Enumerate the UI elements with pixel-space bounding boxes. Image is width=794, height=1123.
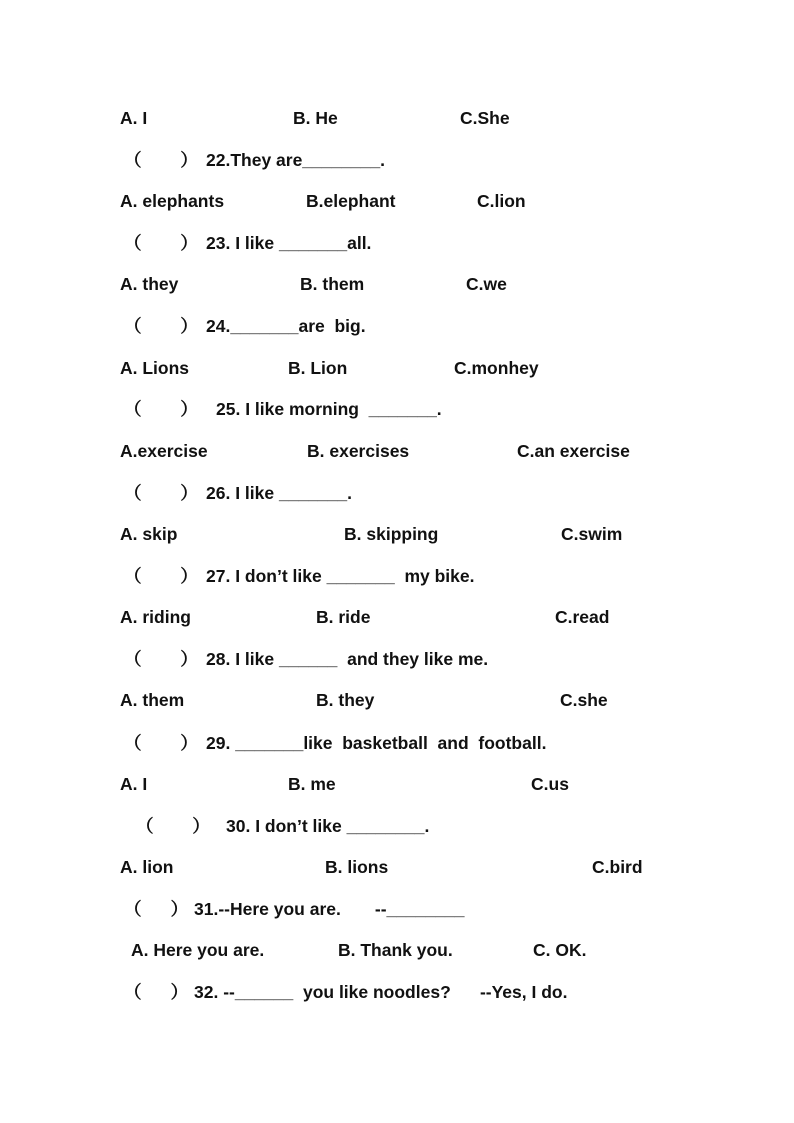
question-text: 22.They are________.	[206, 150, 386, 170]
question-27	[0, 564, 475, 588]
answer-options-31	[0, 938, 587, 962]
question-29	[0, 731, 547, 755]
option-a: A. riding	[120, 607, 191, 627]
option-b: B. me	[288, 774, 336, 794]
option-b: B. He	[293, 108, 338, 128]
question-text: 29. _______like basketball and football.	[206, 733, 547, 753]
answer-options-30	[0, 855, 643, 879]
option-c: C.us	[531, 774, 569, 794]
question-text: 26. I like _______.	[206, 483, 352, 503]
option-c: C.we	[466, 274, 507, 294]
option-b: B. lions	[325, 857, 389, 877]
option-b: B.elephant	[306, 191, 396, 211]
option-b: B. skipping	[344, 524, 439, 544]
option-c: C.swim	[561, 524, 623, 544]
answer-options-21	[0, 106, 510, 130]
option-a: A. Here you are.	[131, 940, 265, 960]
option-c: C.monhey	[454, 358, 539, 378]
question-22	[0, 148, 386, 172]
answer-blank-parentheses: （ ）	[124, 899, 189, 919]
question-text: 24._______are big.	[206, 316, 366, 336]
option-c: C.lion	[477, 191, 526, 211]
question-text: 23. I like _______all.	[206, 233, 372, 253]
option-a: A. lion	[120, 857, 174, 877]
answer-blank-parentheses: （ ）	[124, 233, 198, 253]
answer-options-25	[0, 439, 630, 463]
option-c: C. OK.	[533, 940, 587, 960]
question-28	[0, 647, 489, 671]
option-c: C.She	[460, 108, 510, 128]
option-b: B. Lion	[288, 358, 348, 378]
answer-options-26	[0, 522, 623, 546]
answer-blank-parentheses: （ ）	[124, 566, 198, 586]
option-c: C.an exercise	[517, 441, 630, 461]
option-a: A.exercise	[120, 441, 208, 461]
option-b: B. exercises	[307, 441, 410, 461]
question-text: 25. I like morning _______.	[216, 399, 442, 419]
option-b: B. Thank you.	[338, 940, 453, 960]
question-text: 30. I don’t like ________.	[226, 816, 430, 836]
question-31	[0, 897, 465, 921]
question-text: 32. --______ you like noodles? --Yes, I do.	[194, 982, 568, 1002]
option-a: A. I	[120, 108, 148, 128]
answer-blank-parentheses: （ ）	[136, 816, 210, 836]
question-text: 31.--Here you are. --________	[194, 899, 465, 919]
answer-blank-parentheses: （ ）	[124, 982, 189, 1002]
question-24	[0, 314, 366, 338]
answer-options-28	[0, 688, 608, 712]
option-a: A. I	[120, 774, 148, 794]
answer-blank-parentheses: （ ）	[124, 649, 198, 669]
question-text: 28. I like ______ and they like me.	[206, 649, 489, 669]
answer-blank-parentheses: （ ）	[124, 733, 198, 753]
answer-options-29	[0, 772, 569, 796]
option-b: B. ride	[316, 607, 371, 627]
question-25	[0, 397, 442, 421]
question-23	[0, 231, 372, 255]
option-c: C.she	[560, 690, 608, 710]
answer-blank-parentheses: （ ）	[124, 399, 198, 419]
answer-options-24	[0, 356, 539, 380]
question-text: 27. I don’t like _______ my bike.	[206, 566, 475, 586]
answer-options-27	[0, 605, 610, 629]
answer-options-22	[0, 189, 526, 213]
option-b: B. they	[316, 690, 375, 710]
option-a: A. elephants	[120, 191, 225, 211]
option-c: C.read	[555, 607, 610, 627]
answer-blank-parentheses: （ ）	[124, 483, 198, 503]
option-a: A. Lions	[120, 358, 190, 378]
option-a: A. skip	[120, 524, 178, 544]
answer-blank-parentheses: （ ）	[124, 316, 198, 336]
option-b: B. them	[300, 274, 365, 294]
option-a: A. them	[120, 690, 185, 710]
question-30	[0, 814, 430, 838]
question-26	[0, 481, 352, 505]
option-a: A. they	[120, 274, 179, 294]
answer-options-23	[0, 272, 507, 296]
question-32	[0, 980, 568, 1004]
option-c: C.bird	[592, 857, 643, 877]
answer-blank-parentheses: （ ）	[124, 150, 198, 170]
